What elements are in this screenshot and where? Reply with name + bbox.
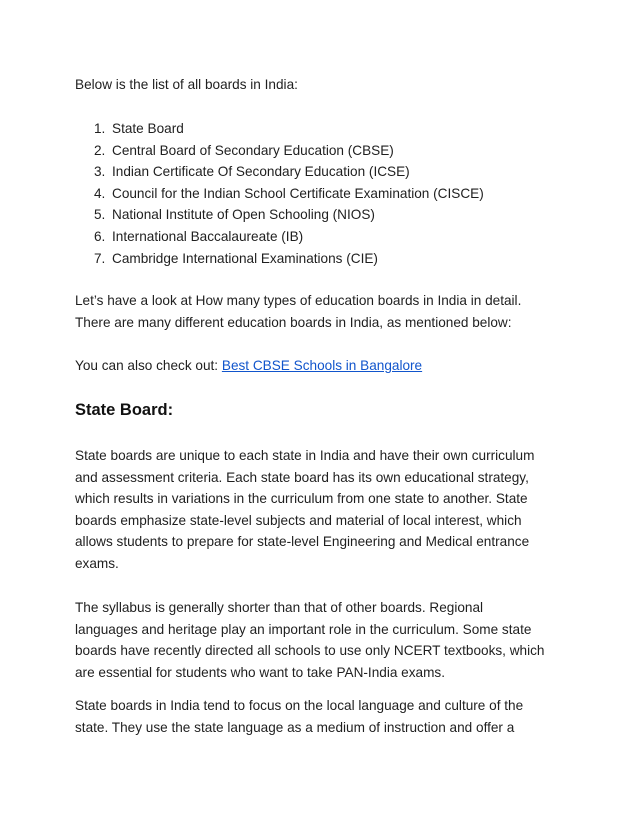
list-number: 6.	[94, 228, 106, 244]
state-board-paragraph-3	[75, 695, 565, 738]
list-item	[75, 248, 565, 270]
list-number: 4.	[94, 185, 106, 201]
list-number: 2.	[94, 142, 106, 158]
boards-list	[75, 118, 565, 269]
paragraph-line: The syllabus is generally shorter than that of other boards. Regional	[75, 600, 484, 615]
list-item	[75, 118, 565, 140]
list-number: 5.	[94, 207, 106, 223]
list-number: 3.	[94, 164, 106, 180]
paragraph-line: are essential for students who want to take PAN-India exams.	[75, 664, 445, 680]
list-item-label: Council for the Indian School Certificate Examination (CISCE)	[112, 185, 484, 201]
best-cbse-schools-link[interactable]: Best CBSE Schools in Bangalore	[221, 358, 423, 373]
paragraph-line: state. They use the state language as a medium of instruction and offer a	[75, 719, 515, 735]
paragraph-line: State boards in India tend to focus on the local language and culture of the	[75, 698, 524, 713]
paragraph-line: boards emphasize state-level subjects and material of local interest, which	[75, 512, 522, 528]
list-item	[75, 183, 565, 205]
list-item-label: Indian Certificate Of Secondary Education (ICSE)	[112, 164, 410, 180]
paragraph-line: boards have recently directed all schools to use only NCERT textbooks, which	[75, 643, 545, 659]
list-item-label: State Board	[112, 121, 184, 136]
list-number: 7.	[94, 250, 106, 266]
state-board-paragraph-1	[75, 445, 565, 575]
intro-text: Below is the list of all boards in India:	[75, 77, 298, 92]
paragraph-line: allows students to prepare for state-level Engineering and Medical entrance	[75, 534, 530, 550]
list-item	[75, 161, 565, 183]
list-item	[75, 204, 565, 226]
paragraph-line: which results in variations in the curriculum from one state to another. State	[75, 491, 528, 507]
list-number: 1.	[94, 121, 106, 136]
list-item	[75, 226, 565, 248]
paragraph-line: exams.	[75, 555, 119, 571]
list-item-label: Cambridge International Examinations (CIE)	[112, 250, 378, 266]
list-item-label: International Baccalaureate (IB)	[112, 228, 304, 244]
paragraph-line: languages and heritage play an important role in the curriculum. Some state	[75, 621, 532, 637]
paragraph-line: State boards are unique to each state in India and have their own curriculum	[75, 448, 535, 463]
paragraph-line: and assessment criteria. Each state board has its own educational strategy,	[75, 469, 529, 485]
check-out-prefix: You can also check out:	[75, 358, 222, 373]
check-out-paragraph	[75, 355, 565, 377]
overview-line-2: There are many different education boards in India, as mentioned below:	[75, 314, 512, 330]
state-board-paragraph-2	[75, 597, 565, 683]
list-item-label: Central Board of Secondary Education (CBSE)	[112, 142, 394, 158]
list-item	[75, 140, 565, 162]
overview-paragraph	[75, 290, 565, 333]
overview-line-1: Let’s have a look at How many types of education boards in India in detail.	[75, 293, 522, 308]
list-item-label: National Institute of Open Schooling (NIOS)	[112, 207, 375, 223]
section-heading: State Board:	[75, 401, 174, 419]
